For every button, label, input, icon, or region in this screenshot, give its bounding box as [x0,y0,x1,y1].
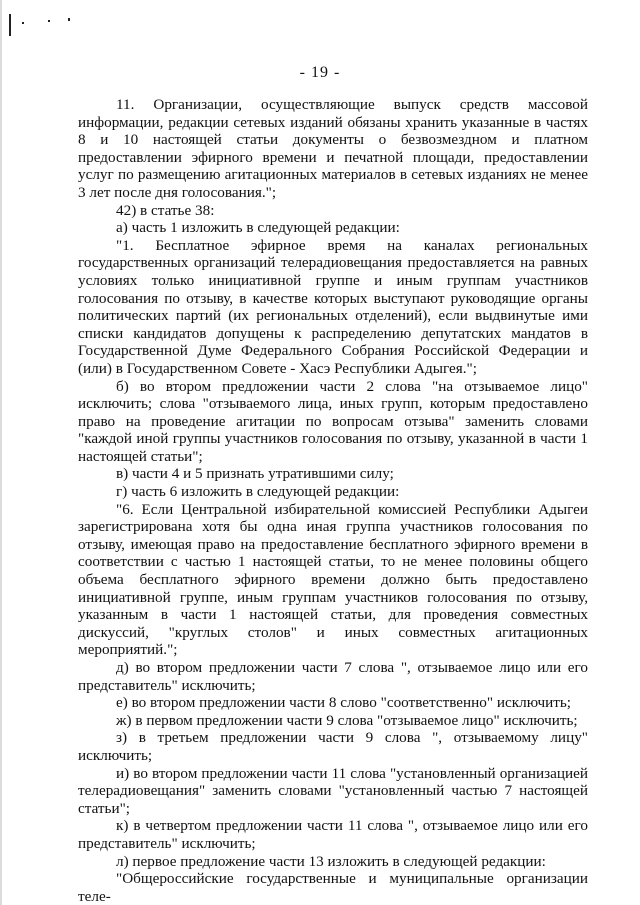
paragraph-item-e: е) во втором предложении части 8 слово "соответственно" исключить; [116,694,572,712]
paragraph-item-zh: ж) в первом предложении части 9 слова "отзываемое лицо" исключить; [116,711,578,729]
scan-mark [48,20,50,22]
paragraph-item-z: з) в третьем предложении части 9 слова ", отзываемому лицу" исключить; [78,729,588,764]
paragraph-quote-part-6: "6. Если Центральной избирательной комиссией Республики Адыгеи зарегистрирована хотя бы одна иная группа участников голосования по отзыву, имеющая право на предоставление бесплатного эфирного времени в соответствии с частью 1 настоящей статьи, то не менее половины общего объема бесплатного эфирного времени должно быть предоставлено инициативной группе, иным группам участников голосования по отзыву, указанным в части 1 настоящей статьи, для проведения совместных дискуссий, "круглых столов" и иных совместных агитационных мероприятий."; [78,500,588,659]
paragraph-quote-part-13: "Общероссийские государственные и муниципальные организации теле- [78,870,588,905]
paragraph-item-b: б) во втором предложении части 2 слова "на отзываемое лицо" исключить; слова "отзываемого лица, иных групп, которым предоставлено право на проведение агитации по вопросам отзыва" заменить словами "каждой иной группы участников голосования по отзыву, указанной в части 1 настоящей статьи"; [78,377,588,465]
paragraph-item-g: г) часть 6 изложить в следующей редакции: [116,483,400,501]
paragraph-item-k: к) в четвертом предложении части 11 слова ", отзываемое лицо или его представитель" исключить; [78,817,588,852]
paragraph-item-d: д) во втором предложении части 7 слова ", отзываемое лицо или его представитель" исключить; [78,659,588,694]
paragraph-item-i: и) во втором предложении части 11 слова "установленный организацией телерадиовещания" заменить словами "установленный частью 7 настоящей статьи"; [78,764,588,817]
scan-left-edge [0,0,2,905]
page-number: - 19 - [299,64,341,81]
scan-mark [68,18,70,21]
scan-mark [22,22,24,24]
paragraph-item-a: а) часть 1 изложить в следующей редакции: [116,219,400,237]
paragraph-article-11: 11. Организации, осуществляющие выпуск средств массовой информации, редакции сетевых изданий обязаны хранить указанные в частях 8 и 10 настоящей статьи документы о безвозмездном и платном предоставлении эфирного времени и печатной площади, предоставлении услуг по размещению агитационных материалов в сетевых изданиях не менее 3 лет после дня голосования."; [78,96,588,201]
paragraph-item-v: в) части 4 и 5 признать утратившими силу; [116,465,394,483]
paragraph-item-l: л) первое предложение части 13 изложить в следующей редакции: [116,852,546,870]
paragraph-item-42: 42) в статье 38: [116,201,215,219]
document-body [78,96,588,905]
scan-mark [9,14,11,36]
paragraph-quote-part-1: "1. Бесплатное эфирное время на каналах региональных государственных организаций телерадиовещания предоставляется на равных условиях только инициативной группе и иным группам участников голосования по отзыву, в качестве которых выступают руководящие органы политических партий (их региональных отделений), если выдвинутые ими списки кандидатов допущены к распределению депутатских мандатов в Государственной Думе Федерального Собрания Российской Федерации и (или) в Государственном Совете - Хасэ Республики Адыгея."; [78,236,588,377]
